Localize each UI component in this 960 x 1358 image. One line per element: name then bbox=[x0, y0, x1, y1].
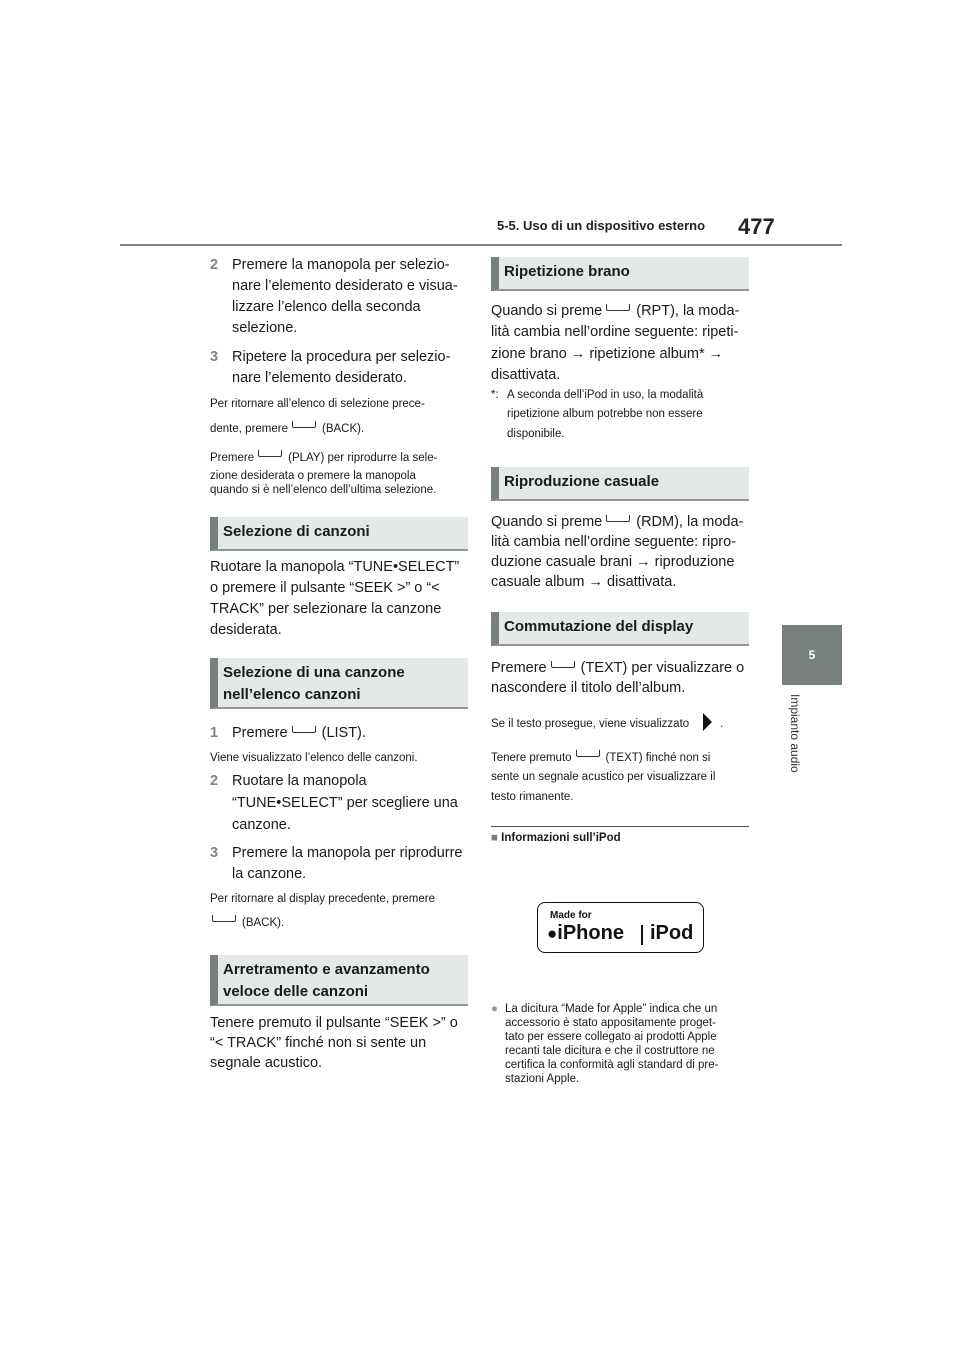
list-step-2-line: Ruotare la manopola bbox=[232, 773, 367, 789]
section-heading: Selezione di canzoni bbox=[210, 517, 468, 551]
button-icon bbox=[258, 450, 282, 457]
section-body-line: desiderata. bbox=[210, 622, 282, 638]
footnote-line: disponibile. bbox=[507, 428, 565, 440]
note-play-line: zione desiderata o premere la manopola bbox=[210, 470, 416, 482]
button-icon bbox=[551, 661, 575, 668]
section-heading: Commutazione del display bbox=[491, 612, 749, 646]
repeat-line: disattivata. bbox=[491, 367, 561, 383]
list-step-2-line: “TUNE•SELECT” per scegliere una bbox=[232, 795, 458, 811]
list-step-3-line: Premere la manopola per riprodurre bbox=[232, 845, 463, 861]
badge-iphone: ●iPhone bbox=[547, 922, 624, 944]
section-body-line: “< TRACK” finché non si sente un bbox=[210, 1035, 427, 1051]
info-heading: ■ Informazioni sull’iPod bbox=[491, 832, 621, 844]
footnote-line: A seconda dell’iPod in uso, la modalità bbox=[507, 389, 704, 401]
repeat-line: lità cambia nell’ordine seguente: ripeti- bbox=[491, 324, 739, 340]
info-bullet-icon: ● bbox=[491, 1003, 498, 1015]
shuffle-line: lità cambia nell’ordine seguente: ripro- bbox=[491, 534, 737, 550]
info-line: certifica la conformità agli standard di pre- bbox=[505, 1059, 719, 1071]
info-line: stazioni Apple. bbox=[505, 1073, 580, 1085]
display-note: testo rimanente. bbox=[491, 791, 574, 803]
section-heading: Arretramento e avanzamento veloce delle canzoni bbox=[210, 955, 468, 1006]
display-line: nascondere il titolo dell’album. bbox=[491, 680, 686, 696]
button-icon bbox=[606, 304, 630, 311]
made-for-iphone-ipod-badge bbox=[537, 902, 704, 953]
note-play-line: quando si è nell’elenco dell’ultima selezione. bbox=[210, 484, 437, 496]
info-line: La dicitura “Made for Apple” indica che un bbox=[505, 1003, 718, 1015]
badge-made-for: Made for bbox=[550, 910, 592, 921]
step-2-line: Premere la manopola per selezio- bbox=[232, 257, 450, 273]
note-play-line: Premere (PLAY) per riprodurre la sele- bbox=[210, 452, 438, 464]
shuffle-line: Quando si preme (RDM), la moda- bbox=[491, 514, 744, 530]
section-heading: Riproduzione casuale bbox=[491, 467, 749, 501]
section-body-line: o premere il pulsante “SEEK >” o “< bbox=[210, 580, 440, 596]
footnote-line: ripetizione album potrebbe non essere bbox=[507, 408, 703, 420]
button-icon bbox=[576, 750, 600, 757]
square-bullet-icon: ■ bbox=[491, 832, 498, 844]
running-header-title: 5-5. Uso di un dispositivo esterno bbox=[497, 218, 706, 233]
list-step-2-number: 2 bbox=[210, 773, 219, 789]
note-back-line: Per ritornare all’elenco di selezione prece- bbox=[210, 398, 425, 410]
arrow-right-icon bbox=[703, 713, 712, 731]
display-line: Premere (TEXT) per visualizzare o bbox=[491, 660, 745, 676]
section-body-line: Tenere premuto il pulsante “SEEK >” o bbox=[210, 1015, 458, 1031]
shuffle-line: casuale album → disattivata. bbox=[491, 574, 677, 590]
info-divider bbox=[491, 826, 749, 827]
chapter-tab bbox=[782, 625, 842, 685]
list-step-3-line: la canzone. bbox=[232, 866, 307, 882]
repeat-line: zione brano → ripetizione album* → bbox=[491, 346, 724, 362]
repeat-line: Quando si preme (RPT), la moda- bbox=[491, 303, 740, 319]
step-3-number: 3 bbox=[210, 349, 219, 365]
list-step-1-line: Premere (LIST). bbox=[232, 725, 366, 741]
button-icon bbox=[212, 915, 236, 922]
step-2-number: 2 bbox=[210, 257, 219, 273]
note-back-line: dente, premere (BACK). bbox=[210, 423, 365, 435]
chapter-label: Impianto audio bbox=[788, 694, 802, 773]
list-note-back: Per ritornare al display precedente, premere bbox=[210, 893, 436, 905]
display-note: Se il testo prosegue, viene visualizzato . bbox=[491, 713, 723, 731]
step-2-line: nare l’elemento desiderato e visua- bbox=[232, 278, 458, 294]
badge-ipod: iPod bbox=[650, 922, 694, 944]
shuffle-line: duzione casuale brani → riproduzione bbox=[491, 554, 735, 570]
info-line: accessorio è stato appositamente proget- bbox=[505, 1017, 716, 1029]
chapter-label-container bbox=[788, 694, 804, 786]
display-note: sente un segnale acustico per visualizzare il bbox=[491, 771, 716, 783]
list-step-1-number: 1 bbox=[210, 725, 219, 741]
header-divider bbox=[120, 244, 842, 246]
section-body-line: segnale acustico. bbox=[210, 1055, 323, 1071]
apple-logo-icon: ● bbox=[547, 924, 558, 943]
section-heading: Selezione di una canzone nell’elenco canzoni bbox=[210, 658, 468, 709]
display-note: Tenere premuto (TEXT) finché non si bbox=[491, 752, 711, 764]
step-3-line: nare l’elemento desiderato. bbox=[232, 370, 407, 386]
step-2-line: selezione. bbox=[232, 320, 298, 336]
list-step-3-number: 3 bbox=[210, 845, 219, 861]
button-icon bbox=[292, 421, 316, 428]
page-number: 477 bbox=[738, 214, 775, 239]
button-icon bbox=[606, 515, 630, 522]
badge-separator bbox=[641, 925, 643, 945]
chapter-number: 5 bbox=[808, 648, 816, 662]
step-2-line: lizzare l’elenco della seconda bbox=[232, 299, 421, 315]
info-line: recanti tale dicitura e che il costruttore ne bbox=[505, 1045, 715, 1057]
list-step-2-line: canzone. bbox=[232, 817, 291, 833]
list-note-back: (BACK). bbox=[210, 915, 284, 930]
step-3-line: Ripetere la procedura per selezio- bbox=[232, 349, 451, 365]
button-icon bbox=[292, 726, 316, 733]
footnote-mark: *: bbox=[491, 389, 499, 401]
section-body-line: TRACK” per selezionare la canzone bbox=[210, 601, 442, 617]
section-heading: Ripetizione brano bbox=[491, 257, 749, 291]
list-note: Viene visualizzato l’elenco delle canzoni. bbox=[210, 752, 418, 764]
section-body-line: Ruotare la manopola “TUNE•SELECT” bbox=[210, 559, 460, 575]
info-line: tato per essere collegato ai prodotti Apple bbox=[505, 1031, 717, 1043]
